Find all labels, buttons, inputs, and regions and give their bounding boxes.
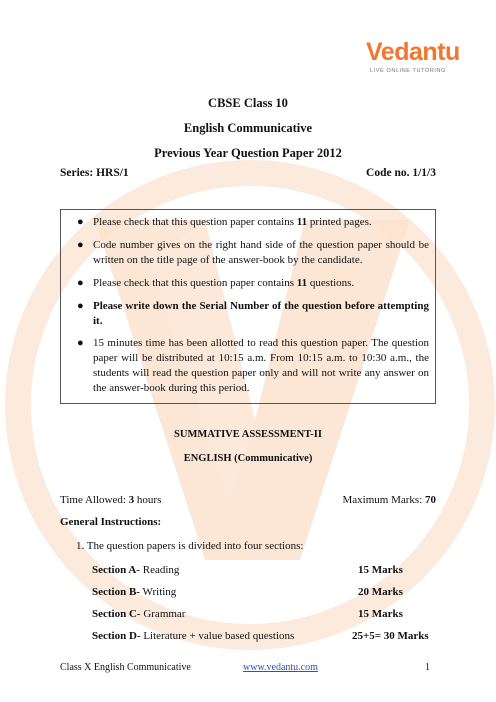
section-a-row: Section A- Reading [92,564,180,576]
instruction-item-1: 1. The question papers is divided into four sections: [76,540,304,552]
general-instructions-heading: General Instructions: [60,516,162,528]
footer-website-link[interactable]: www.vedantu.com [243,662,318,673]
instruction-box: ● Please check that this question paper contains 11 printed pages. ● Code number gives on the right hand side of the question paper should be written on the title page of the answer-book by the candidate. ● Please check that this question paper contains 11 questions. ● Please write down the Serial Number of the question before attempting it. ● 15 minutes time has been allotted to read this question paper. The question paper will be distributed at 10:15 a.m. From 10:15 a.m. to 10:30 a.m., the students will read the question paper only and will not write any answer on the answer-book during this period. [60,209,436,404]
logo-wordmark: Vedantu [366,38,460,66]
vedantu-logo [366,38,476,78]
section-a-marks: 15 Marks [358,564,403,576]
bullet-icon: ● [77,239,84,251]
code-number: Code no. 1/1/3 [366,167,436,179]
bullet-icon: ● [77,216,84,228]
bullet-icon: ● [77,277,84,289]
assessment-title: SUMMATIVE ASSESSMENT-II [174,429,322,440]
time-allowed: Time Allowed: 3 hours [60,494,162,506]
title-subject: English Communicative [183,121,313,135]
title-paper: Previous Year Question Paper 2012 [154,146,342,160]
section-b-marks: 20 Marks [358,586,403,598]
section-c-marks: 15 Marks [358,608,403,620]
section-b-row: Section B- Writing [92,586,177,598]
assessment-subtitle: ENGLISH (Communicative) [183,453,313,464]
maximum-marks: Maximum Marks: 70 [342,494,436,506]
section-d-row: Section D- Literature + value based questions [92,630,295,642]
bullet-icon: ● [77,337,84,349]
section-d-marks: 25+5= 30 Marks [352,630,429,642]
section-c-row: Section C- Grammar [92,608,186,620]
series-label: Series: HRS/1 [60,167,129,179]
footer-page-number: 1 [425,662,430,673]
logo-tagline: LIVE ONLINE TUTORING [370,68,446,74]
footer-left-text: Class X English Communicative [60,662,191,673]
title-class: CBSE Class 10 [208,96,288,110]
bullet-icon: ● [77,300,84,312]
